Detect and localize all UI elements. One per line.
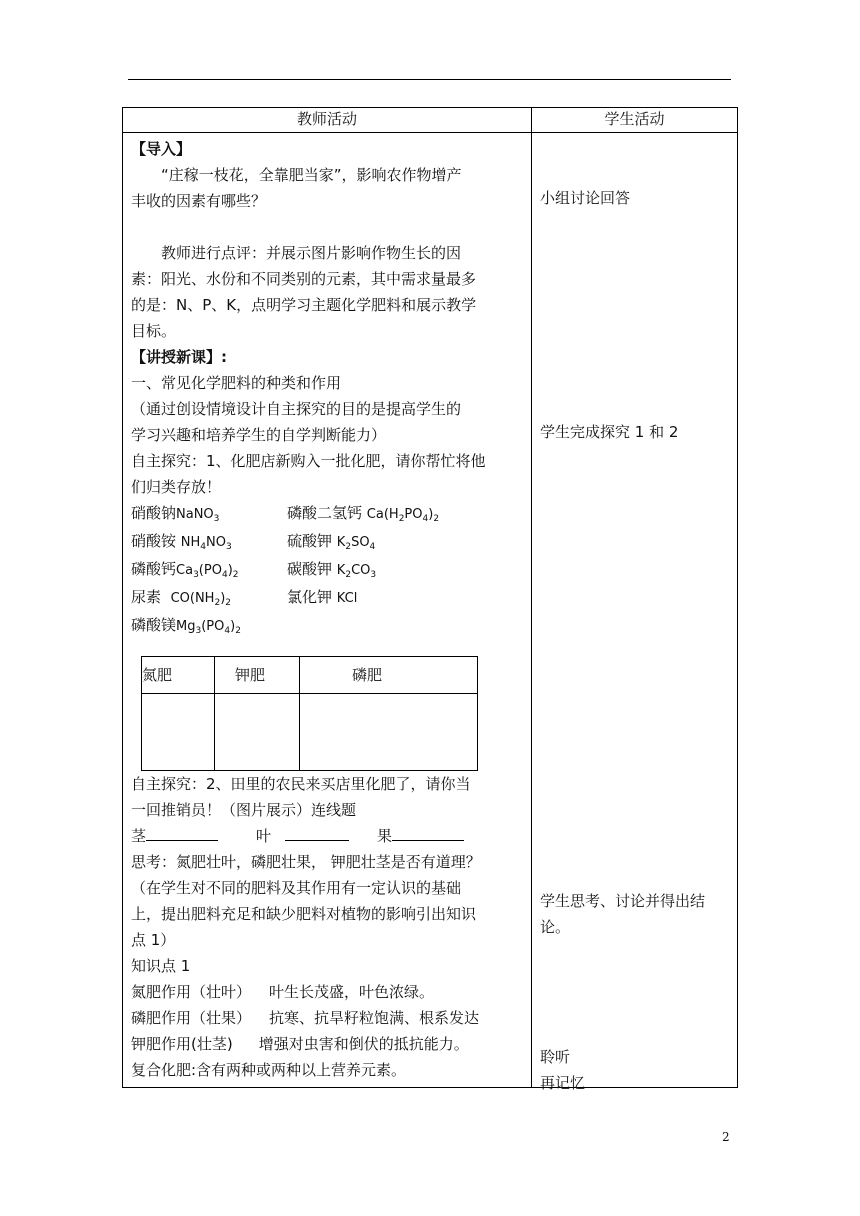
explore1-line1: 自主探究：1、化肥店新购入一批化肥，请你帮忙将他 (131, 452, 486, 470)
student-activity-listen: 聆听 (540, 1048, 571, 1066)
fertilizer-name: 硫酸钾 (287, 532, 333, 550)
stem-label: 茎 (131, 827, 147, 845)
stem-blank[interactable] (146, 826, 218, 841)
potassium-fill-cell[interactable] (215, 694, 300, 771)
fertilizer-row (131, 556, 525, 584)
knowledge-title: 知识点 1 (131, 957, 191, 975)
think-line3: 上，提出肥料充足和缺少肥料对植物的影响引出知识 (131, 905, 477, 923)
think-line4: 点 1） (131, 931, 176, 949)
potassium-label: 钾肥作用(壮茎) (131, 1035, 233, 1053)
intro-para2-line2: 素：阳光、水份和不同类别的元素，其中需求量最多 (131, 270, 477, 288)
intro-heading: 【导入】 (131, 140, 192, 158)
fertilizer-formula: $NH_4NO_3$ (180, 535, 232, 552)
lesson-table (122, 107, 738, 1092)
fertilizer-formula: $Mg_3(PO_4)_2$ (176, 619, 241, 636)
fertilizer-name: 尿素 (131, 588, 162, 606)
phosphorus-label: 磷肥作用（壮果） (131, 1009, 252, 1027)
student-activity-3-line2: 论。 (540, 918, 571, 936)
nitrogen-label: 氮肥作用（壮叶） (131, 983, 252, 1001)
student-activity-header: 学生活动 (532, 108, 738, 133)
fertilizer-formula: $CO(NH_2)_2$ (170, 591, 231, 608)
explore1-line2: 们归类存放！ (131, 478, 222, 496)
section1-title: 一、常见化学肥料的种类和作用 (131, 374, 342, 392)
student-activity-3-line1: 学生思考、讨论并得出结 (540, 892, 706, 910)
intro-para1-line2: 丰收的因素有哪些？ (131, 192, 267, 210)
student-activity-1: 小组讨论回答 (540, 189, 631, 207)
fertilizer-name: 氯化钾 (287, 588, 333, 606)
fertilizer-name: 硝酸铵 (131, 532, 177, 550)
potassium-column-header: 钾肥 (215, 657, 300, 694)
student-activity-recall: 再记忆 (540, 1074, 586, 1092)
think-line1: 思考：氮肥壮叶，磷肥壮果， 钾肥壮茎是否有道理？ (131, 853, 481, 871)
fertilizer-formula: $Ca_3(PO_4)_2$ (176, 563, 239, 580)
think-line2: （在学生对不同的肥料及其作用有一定认识的基础 (131, 879, 462, 897)
knowledge-phosphorus (131, 1005, 525, 1031)
fertilizer-row (131, 528, 525, 556)
student-activity-4 (540, 1044, 585, 1096)
compound-fertilizer: 复合化肥:含有两种或两种以上营养元素。 (131, 1061, 407, 1079)
fertilizer-name: 磷酸钙 (131, 560, 177, 578)
intro-para2-line4: 目标。 (131, 322, 177, 340)
fertilizer-formula: KCl (336, 591, 358, 606)
teacher-activity-cell (123, 133, 532, 1088)
nitrogen-column-header: 氮肥 (142, 657, 215, 694)
lecture-heading: 【讲授新课】: (131, 348, 227, 366)
table-body-row (123, 133, 738, 1088)
intro-para2-line3: 的是：N、P、K，点明学习主题化学肥料和展示教学 (131, 296, 477, 314)
phosphorus-desc: 抗寒、抗旱籽粒饱满、根系发达 (269, 1009, 480, 1027)
fruit-label: 果 (377, 827, 393, 845)
table-header-row (123, 108, 738, 133)
potassium-desc: 增强对虫害和倒伏的抵抗能力。 (258, 1035, 469, 1053)
fertilizer-name: 磷酸二氢钙 (287, 504, 363, 522)
fertilizer-name: 磷酸镁 (131, 616, 177, 634)
fertilizer-formula: $Ca(H_2PO_4)_2$ (366, 507, 440, 524)
nitrogen-fill-cell[interactable] (142, 694, 215, 771)
intro-para2-line1: 教师进行点评：并展示图片影响作物生长的因 (161, 244, 462, 262)
leaf-label: 叶 (256, 827, 272, 845)
fertilizer-row (131, 584, 525, 612)
leaf-blank[interactable] (285, 826, 349, 841)
fertilizer-formula: $K_2CO_3$ (336, 563, 377, 580)
explore2-line2: 一回推销员！（图片展示）连线题 (131, 801, 357, 819)
knowledge-nitrogen (131, 979, 525, 1005)
blank-line (131, 214, 525, 240)
page-number: 2 (722, 1130, 730, 1144)
header-rule (128, 79, 731, 80)
classification-table (141, 656, 478, 771)
teacher-activity-header: 教师活动 (123, 108, 532, 133)
phosphorus-column-header: 磷肥 (300, 657, 478, 694)
purpose-line1: （通过创设情境设计自主探究的目的是提高学生的 (131, 400, 462, 418)
nitrogen-desc: 叶生长茂盛，叶色浓绿。 (269, 983, 435, 1001)
student-activity-cell (532, 133, 738, 1092)
student-activity-2: 学生完成探究 1 和 2 (540, 423, 679, 441)
fertilizer-formula: $K_2SO_4$ (336, 535, 376, 552)
fertilizer-formula: NaNO$_3$ (176, 507, 220, 524)
fertilizer-row (131, 612, 525, 640)
explore2-line1: 自主探究：2、田里的农民来买店里化肥了，请你当 (131, 775, 471, 793)
fertilizer-row (131, 500, 525, 528)
fruit-blank[interactable] (392, 826, 464, 841)
fertilizer-name: 碳酸钾 (287, 560, 333, 578)
matching-blanks (131, 823, 525, 849)
student-activity-3 (540, 888, 705, 940)
intro-para1-line1: “庄稼一枝花，全靠肥当家”，影响农作物增产 (161, 166, 462, 184)
phosphorus-fill-cell[interactable] (300, 694, 478, 771)
purpose-line2: 学习兴趣和培养学生的自学判断能力） (131, 426, 387, 444)
fertilizer-name: 硝酸钠 (131, 504, 177, 522)
knowledge-potassium (131, 1031, 525, 1057)
